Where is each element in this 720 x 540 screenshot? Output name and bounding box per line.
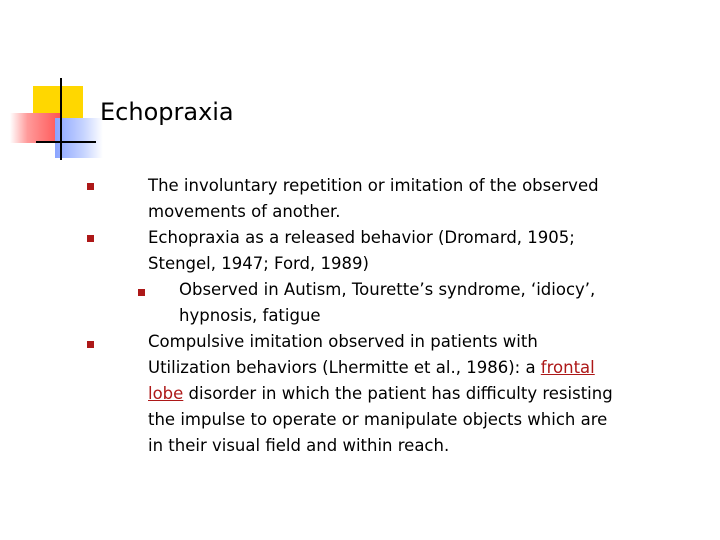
sub-bullet-text-1: Observed in Autism, Tourette’s syndrome, ‘idiocy’, hypnosis, fatigue — [179, 280, 596, 325]
frontal-link[interactable]: frontal — [540, 358, 595, 377]
bullet-text-3 — [148, 329, 613, 459]
bullet-marker-3 — [87, 341, 94, 348]
slide-title: Echopraxia — [100, 98, 234, 126]
decorative-vertical-line — [60, 78, 62, 160]
bullet-text-1: The involuntary repetition or imitation of the observed movements of another. — [148, 176, 599, 221]
decorative-red-gradient-bar — [10, 113, 60, 143]
bullet-text-3-line1: Compulsive imitation observed in patients with — [148, 332, 538, 351]
decorative-blue-gradient-square — [55, 118, 103, 158]
bullet-marker-2 — [87, 235, 94, 242]
bullet-text-2: Echopraxia as a released behavior (Dromard, 1905; Stengel, 1947; Ford, 1989) — [148, 228, 575, 273]
sub-bullet-marker-1 — [138, 289, 145, 296]
lobe-link[interactable]: lobe — [148, 384, 184, 403]
bullet-text-3-line2: Utilization behaviors (Lhermitte et al., 1986): a — [148, 358, 541, 377]
decorative-horizontal-line — [36, 141, 96, 143]
bullet-marker-1 — [87, 183, 94, 190]
bullet-text-3-rest: disorder in which the patient has difficulty resisting the impulse to operate or manipulate objects which are in their visual field and within reach. — [148, 384, 613, 455]
